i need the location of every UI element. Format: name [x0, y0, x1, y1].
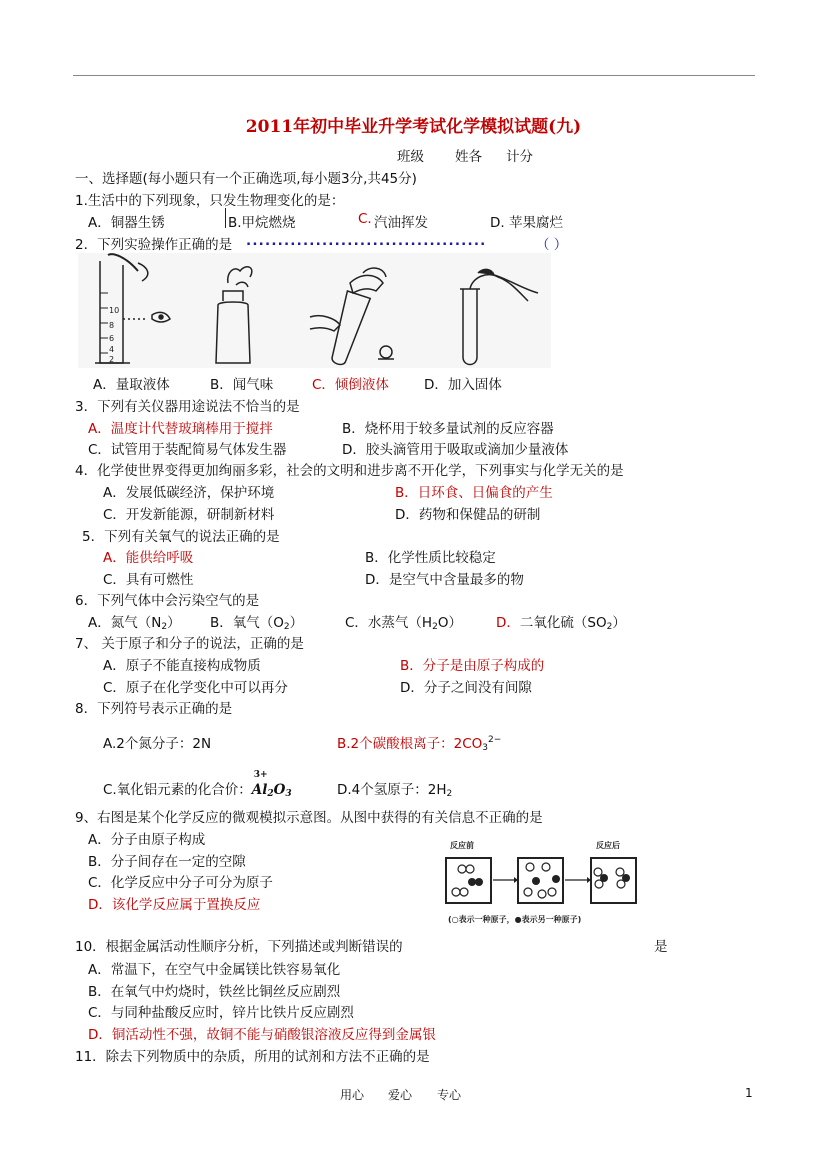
adding-solid-figure	[460, 269, 538, 364]
q8-option-d: D.4个氢原子：$2H_2$	[337, 782, 453, 799]
page-title: 2011年初中毕业升学考试化学模拟试题(九)	[245, 117, 582, 137]
q1-stem: 1.生活中的下列现象，只发生物理变化的是：	[75, 193, 345, 209]
q7-option-a: A．原子不能直接构成物质	[103, 658, 261, 674]
q7-option-c: C．原子在化学变化中可以再分	[103, 680, 288, 696]
fig-legend: (○表示一种原子，●表示另一种原子)	[448, 915, 582, 924]
q5-stem: 5．下列有关氧气的说法正确的是	[82, 529, 280, 545]
q10-stem-end: 是	[654, 939, 668, 955]
q8-stem: 8．下列符号表示正确的是	[75, 701, 233, 717]
cylinder-tick-2: 2	[109, 355, 115, 364]
footer-motto-2: 爱心	[388, 1088, 413, 1102]
q9-option-d: D．该化学反应属于置换反应	[88, 897, 261, 913]
cylinder-tick-10: 10	[109, 306, 120, 315]
q1-cursor-mark	[225, 208, 226, 228]
q10-option-b: B．在氧气中灼烧时，铁丝比铜丝反应剧烈	[88, 984, 341, 1000]
q3-stem: 3．下列有关仪器用途说法不恰当的是	[75, 399, 300, 415]
section-heading: 一、选择题(每小题只有一个正确选项,每小题3分,共45分)	[75, 171, 417, 187]
q2-blank: （ ）	[536, 237, 568, 253]
q7-stem: 7、 关于原子和分子的说法，正确的是	[75, 636, 304, 652]
q3-option-a: A．温度计代替玻璃棒用于搅拌	[88, 421, 273, 437]
cylinder-tick-8: 8	[109, 321, 115, 330]
q10-option-c: C．与同种盐酸反应时，锌片比铁片反应剧烈	[88, 1005, 354, 1021]
q3-option-b: B．烧杯用于较多量试剂的反应容器	[342, 421, 554, 437]
q1-option-c: 汽油挥发	[374, 215, 428, 231]
graduated-cylinder-figure	[95, 254, 170, 363]
pouring-liquid-figure	[310, 268, 394, 367]
page-number: 1	[745, 1086, 753, 1100]
header-rule	[73, 75, 755, 76]
field-name: 姓各	[455, 149, 482, 165]
q2-dots: ......................................	[246, 233, 487, 249]
q5-option-c: C．具有可燃性	[103, 572, 194, 588]
cylinder-tick-4: 4	[109, 345, 115, 354]
q8-option-a: A.2个氮分子：2N	[103, 736, 212, 752]
q10-stem: 10．根据金属活动性顺序分析，下列描述或判断错误的	[75, 939, 403, 955]
q8-valence-mark: 3+	[253, 770, 268, 780]
q10-option-d: D．铜活动性不强，故铜不能与硝酸银溶液反应得到金属银	[88, 1027, 436, 1043]
q7-option-d: D．分子之间没有间隙	[400, 680, 532, 696]
q2-option-a: A．量取液体	[93, 377, 170, 393]
footer-motto-3: 专心	[437, 1088, 462, 1102]
q6-option-c: C．水蒸气$(H_2O)$	[345, 615, 462, 632]
q5-option-a: A．能供给呼吸	[103, 550, 194, 566]
q2-option-d: D．加入固体	[424, 377, 502, 393]
q4-option-c: C．开发新能源，研制新材料	[103, 507, 275, 523]
q1-option-c-label: C.	[358, 211, 372, 227]
q2-option-b: B．闻气味	[210, 377, 274, 393]
q9-option-c: C．化学反应中分子可分为原子	[88, 875, 273, 891]
smelling-bottle-figure	[216, 267, 252, 363]
q4-option-d: D．药物和保健品的研制	[395, 507, 541, 523]
q2-option-c: C．倾倒液体	[312, 377, 389, 393]
q5-option-b: B．化学性质比较稳定	[365, 550, 496, 566]
q6-stem: 6．下列气体中会污染空气的是	[75, 593, 260, 609]
fig-after-label: 反应后	[596, 841, 620, 850]
q8-option-b: B.2个碳酸根离子：$2CO_3^{2-}$	[337, 735, 502, 753]
field-class: 班级	[397, 149, 424, 165]
q4-option-a: A．发展低碳经济，保护环境	[103, 485, 275, 501]
q4-stem: 4．化学使世界变得更加绚丽多彩，社会的文明和进步离不开化学，下列事实与化学无关的是	[75, 463, 624, 479]
q2-stem: 2．下列实验操作正确的是	[75, 237, 233, 253]
field-score: 计分	[506, 149, 533, 165]
q3-option-d: D．胶头滴管用于吸取或滴加少量液体	[342, 442, 569, 458]
q9-stem: 9、右图是某个化学反应的微观模拟示意图。从图中获得的有关信息不正确的是	[75, 810, 543, 826]
q7-option-b: B．分子是由原子构成的	[400, 658, 545, 674]
q9-option-b: B．分子间存在一定的空隙	[88, 854, 246, 870]
q7-option-b-wrap	[400, 654, 544, 674]
q5-option-d: D．是空气中含量最多的物	[365, 572, 524, 588]
q3-option-c: C．试管用于装配简易气体发生器	[88, 442, 287, 458]
q9-reaction-figure	[444, 836, 644, 932]
q1-option-b: B.甲烷燃烧	[228, 215, 296, 231]
q1-option-a: A．铜器生锈	[88, 215, 165, 231]
q1-option-d: D. 苹果腐烂	[490, 215, 563, 231]
q10-option-a: A．常温下，在空气中金属镁比铁容易氧化	[88, 962, 341, 978]
fig-before-label: 反应前	[450, 841, 474, 850]
q6-option-d: D．二氧化硫$(SO_2)$	[496, 615, 626, 632]
cylinder-tick-6: 6	[109, 334, 115, 343]
q4-option-b: B．日环食、日偏食的产生	[395, 485, 553, 501]
q6-option-b: B．氧气$(O_2)$	[210, 615, 304, 632]
q11-stem: 11．除去下列物质中的杂质，所用的试剂和方法不正确的是	[75, 1049, 430, 1065]
q6-option-a: A．氮气$(N_2)$	[88, 615, 181, 632]
q8-option-c: C.氧化铝元素的化合价： 3+ $Al_2O_3$	[103, 770, 292, 799]
q9-option-a: A．分子由原子构成	[88, 832, 206, 848]
footer-motto-1: 用心	[340, 1088, 365, 1102]
q2-figures	[78, 253, 551, 368]
